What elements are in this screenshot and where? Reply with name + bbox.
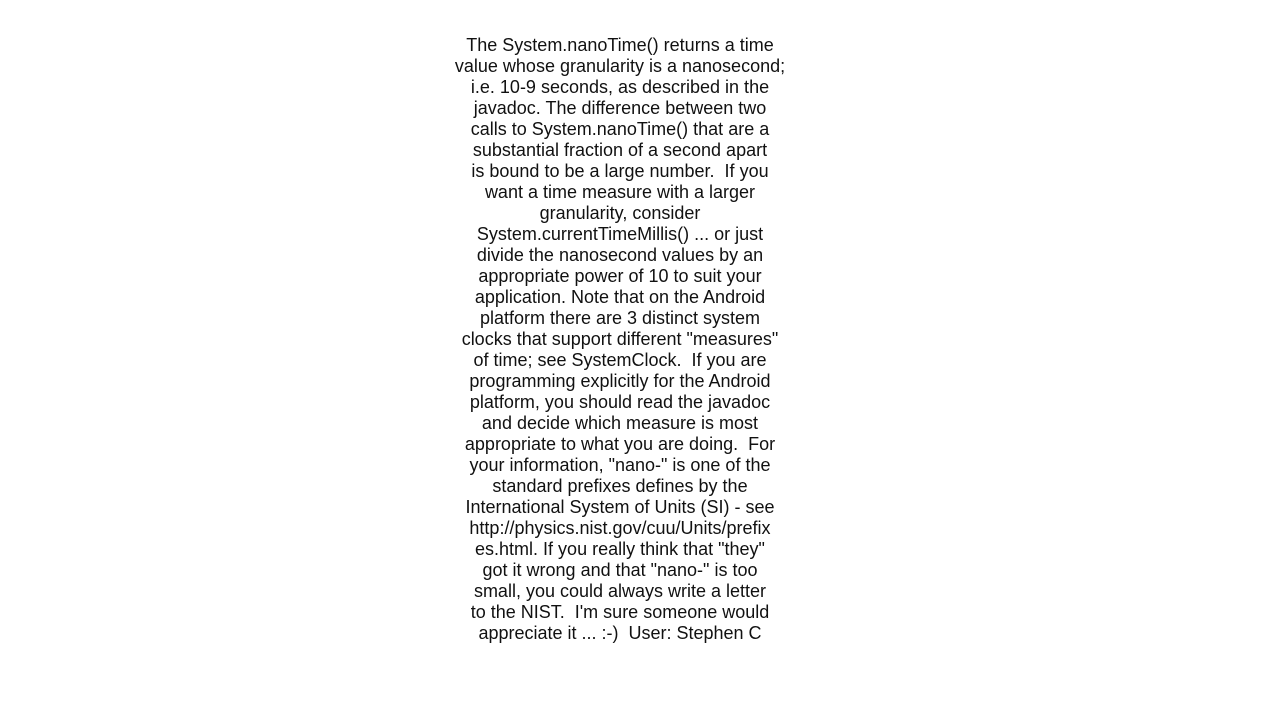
text-line: value whose granularity is a nanosecond; (454, 56, 786, 76)
text-line: is bound to be a large number. If you (471, 161, 769, 181)
text-line: application. Note that on the Android (474, 287, 766, 307)
text-line: appreciate it ... :-) User: Stephen C (478, 623, 762, 643)
text-line: clocks that support different "measures" (461, 329, 779, 349)
text-line: platform there are 3 distinct system (479, 308, 761, 328)
text-line: divide the nanosecond values by an (476, 245, 764, 265)
text-line: standard prefixes defines by the (492, 476, 748, 496)
text-line: http://physics.nist.gov/cuu/Units/prefix (469, 518, 771, 538)
text-line: small, you could always write a letter (473, 581, 767, 601)
text-line: to the NIST. I'm sure someone would (470, 602, 770, 622)
text-line: got it wrong and that "nano-" is too (482, 560, 758, 580)
text-line: granularity, consider (539, 203, 701, 223)
text-line: javadoc. The difference between two (473, 98, 767, 118)
text-line: appropriate to what you are doing. For (464, 434, 776, 454)
text-line: calls to System.nanoTime() that are a (470, 119, 770, 139)
text-line: programming explicitly for the Android (469, 371, 771, 391)
text-line: want a time measure with a larger (484, 182, 756, 202)
text-line: of time; see SystemClock. If you are (473, 350, 767, 370)
text-line: platform, you should read the javadoc (469, 392, 771, 412)
text-line: appropriate power of 10 to suit your (478, 266, 762, 286)
text-line: International System of Units (SI) - see (465, 497, 775, 517)
text-line: your information, "nano-" is one of the (469, 455, 771, 475)
answer-text-block (450, 35, 790, 644)
text-line: The System.nanoTime() returns a time (466, 35, 774, 55)
text-line: i.e. 10-9 seconds, as described in the (470, 77, 770, 97)
text-line: substantial fraction of a second apart (472, 140, 768, 160)
text-line: es.html. If you really think that "they" (475, 539, 765, 559)
text-line: and decide which measure is most (481, 413, 759, 433)
text-line: System.currentTimeMillis() ... or just (476, 224, 764, 244)
